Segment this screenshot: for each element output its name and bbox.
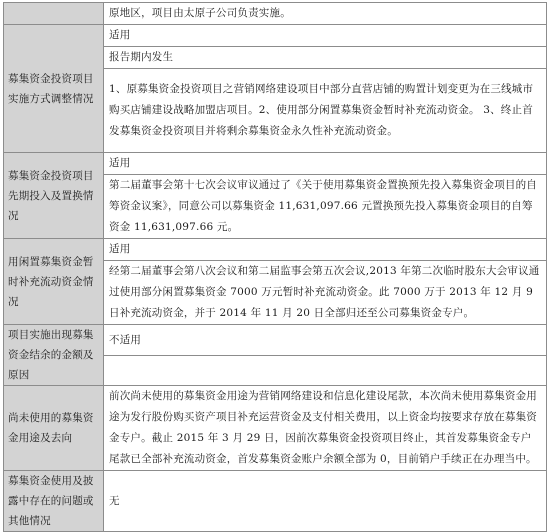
early-investment-label: 募集资金投资项目先期投入及置换情况 (4, 153, 104, 239)
table-row (4, 471, 547, 532)
early-investment-detail: 第二届董事会第十七次会议审议通过了《关于使用募集资金置换预先投入募集资金项目的自筹资金议案》，同意公司以募集资金 11,631,097.66 元置换预先投入募集资金项目的自筹资金 11,631,097.66 元。 (104, 175, 547, 239)
implementation-change-detail: 1、原募集资金投资项目之营销网络建设项目中部分直营店铺的购置计划变更为在三线城市购买店铺建设战略加盟店项目。2、使用部分闲置募集资金暂时补充流动资金。 3、终止首发募集资金投资项目并将剩余募集资金永久性补充流动资金。 (104, 69, 547, 153)
project-location-text: 原地区，项目由太原子公司负责实施。 (104, 3, 547, 25)
table-row (4, 153, 547, 175)
table-row (4, 386, 547, 471)
idle-funds-detail: 经第二届董事会第八次会议和第二届监事会第五次会议,2013 年第二次临时股东大会审议通过使用部分闲置募集资金 7000 万元暂时补充流动资金。此 7000 万于 2013 年 12 月 9 日补充流动资金，并于 2014 年 11 月 20 日全部归还至公司募集资金专户。 (104, 261, 547, 325)
other-issues-label: 募集资金使用及披露中存在的问题或其他情况 (4, 471, 104, 532)
early-investment-applicable: 适用 (104, 153, 547, 175)
implementation-change-label: 募集资金投资项目实施方式调整情况 (4, 25, 104, 153)
row-label-empty (4, 3, 104, 25)
table-row (4, 239, 547, 261)
unused-funds-label: 尚未使用的募集资金用途及去向 (4, 386, 104, 471)
table-row (4, 325, 547, 356)
idle-funds-label: 用闲置募集资金暂时补充流动资金情况 (4, 239, 104, 325)
fund-usage-table (3, 2, 547, 532)
other-issues-detail: 无 (104, 471, 547, 532)
table-row (4, 25, 547, 47)
surplus-label: 项目实施出现募集资金结余的金额及原因 (4, 325, 104, 386)
implementation-change-applicable: 适用 (104, 25, 547, 47)
surplus-applicable: 不适用 (104, 325, 547, 356)
implementation-change-period: 报告期内发生 (104, 47, 547, 69)
idle-funds-applicable: 适用 (104, 239, 547, 261)
surplus-detail (104, 356, 547, 386)
unused-funds-detail: 前次尚未使用的募集资金用途为营销网络建设和信息化建设尾款，本次尚未使用募集资金用途为发行股份购买资产项目补充运营资金及支付相关费用，以上资金均按要求存放在募集资金专户。截止 2015 年 3 月 29 日，因前次募集资金投资项目终止，其首发募集资金专户尾款已全部补充流动资金，首发募集资金账户余额全部为 0，目前销户手续正在办理当中。 (104, 386, 547, 471)
table-row (4, 3, 547, 25)
